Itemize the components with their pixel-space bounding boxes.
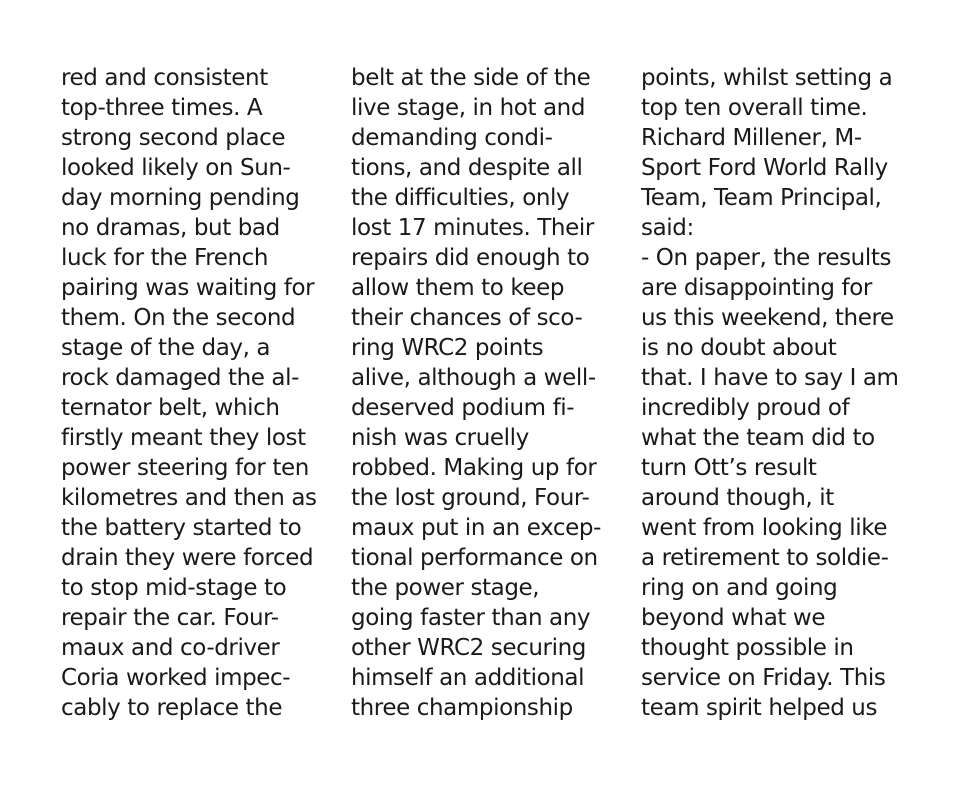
text-line: them. On the second — [61, 305, 296, 331]
text-line: what the team did to — [641, 425, 875, 451]
text-line: alive, although a well- — [351, 365, 596, 391]
text-line: looked likely on Sun- — [61, 155, 291, 181]
text-column-1 — [61, 63, 336, 723]
text-line: the power stage, — [351, 575, 540, 601]
text-line: nish was cruelly — [351, 425, 529, 451]
text-line: ring on and going — [641, 575, 838, 601]
text-line: maux put in an excep- — [351, 515, 602, 541]
text-line: points, whilst setting a — [641, 65, 893, 91]
text-line: is no doubt about — [641, 335, 837, 361]
text-line: incredibly proud of — [641, 395, 850, 421]
text-line: repairs did enough to — [351, 245, 590, 271]
text-line: top ten overall time. — [641, 95, 868, 121]
text-line: deserved podium fi- — [351, 395, 575, 421]
text-line: red and consistent — [61, 65, 268, 91]
text-line: three championship — [351, 695, 573, 721]
text-line: service on Friday. This — [641, 665, 886, 691]
text-line: luck for the French — [61, 245, 269, 271]
text-line: Coria worked impec- — [61, 665, 291, 691]
text-line: ring WRC2 points — [351, 335, 544, 361]
text-line: day morning pending — [61, 185, 300, 211]
text-line: team spirit helped us — [641, 695, 878, 721]
text-line: - On paper, the results — [641, 245, 892, 271]
text-line: cably to replace the — [61, 695, 283, 721]
text-line: no dramas, but bad — [61, 215, 280, 241]
text-line: belt at the side of the — [351, 65, 591, 91]
text-line: ternator belt, which — [61, 395, 280, 421]
text-line: firstly meant they lost — [61, 425, 306, 451]
text-line: their chances of sco- — [351, 305, 583, 331]
text-line: a retirement to soldie- — [641, 545, 889, 571]
text-line: us this weekend, there — [641, 305, 894, 331]
text-line: said: — [641, 215, 694, 241]
text-line: that. I have to say I am — [641, 365, 899, 391]
text-line: around though, it — [641, 485, 834, 511]
text-line: the battery started to — [61, 515, 302, 541]
text-line: are disappointing for — [641, 275, 872, 301]
text-line: stage of the day, a — [61, 335, 271, 361]
text-line: lost 17 minutes. Their — [351, 215, 594, 241]
text-line: repair the car. Four- — [61, 605, 279, 631]
text-line: power steering for ten — [61, 455, 309, 481]
text-line: live stage, in hot and — [351, 95, 586, 121]
text-line: drain they were forced — [61, 545, 314, 571]
text-line: rock damaged the al- — [61, 365, 299, 391]
text-line: tions, and despite all — [351, 155, 583, 181]
text-line: maux and co-driver — [61, 635, 280, 661]
text-line: demanding condi- — [351, 125, 553, 151]
text-line: allow them to keep — [351, 275, 565, 301]
text-line: turn Ott’s result — [641, 455, 817, 481]
text-line: the difficulties, only — [351, 185, 570, 211]
text-line: Team, Team Principal, — [641, 185, 882, 211]
text-column-3 — [641, 63, 916, 723]
text-line: to stop mid-stage to — [61, 575, 287, 601]
text-line: other WRC2 securing — [351, 635, 586, 661]
text-line: beyond what we — [641, 605, 826, 631]
text-line: going faster than any — [351, 605, 591, 631]
text-column-2 — [351, 63, 626, 723]
text-line: strong second place — [61, 125, 286, 151]
text-line: tional performance on — [351, 545, 598, 571]
text-line: went from looking like — [641, 515, 888, 541]
text-line: the lost ground, Four- — [351, 485, 590, 511]
text-line: himself an additional — [351, 665, 585, 691]
text-line: top-three times. A — [61, 95, 263, 121]
text-line: thought possible in — [641, 635, 854, 661]
text-line: Sport Ford World Rally — [641, 155, 888, 181]
text-line: kilometres and then as — [61, 485, 317, 511]
text-line: robbed. Making up for — [351, 455, 597, 481]
text-line: pairing was waiting for — [61, 275, 315, 301]
text-line: Richard Millener, M- — [641, 125, 862, 151]
